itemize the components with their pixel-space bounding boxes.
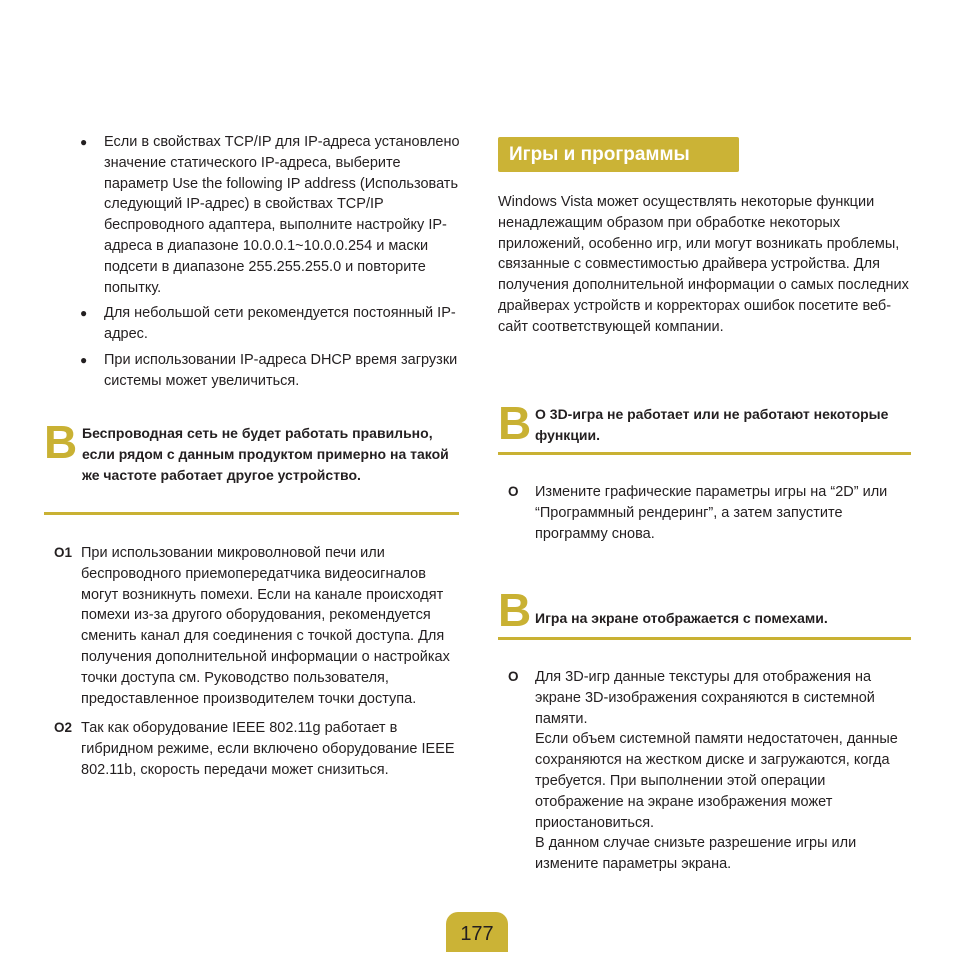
list-item — [80, 350, 460, 392]
answer-paragraph: Если объем системной памяти недостаточен, данные сохраняются на жестком диске и загружаются, когда требуется. При выполнении этой операции отображение на экране изображения может приостановиться. — [535, 731, 898, 831]
question-text: О 3D-игра не работает или не работают некоторые функции. — [535, 406, 889, 443]
answer-paragraph: В данном случае снизьте разрешение игры или измените параметры экрана. — [535, 835, 857, 873]
answer-item — [54, 543, 458, 709]
answer-list — [508, 482, 912, 553]
answer-marker: O1 — [54, 545, 73, 560]
question-letter-icon: B — [498, 397, 532, 449]
list-item — [80, 132, 460, 298]
answer-item — [508, 667, 912, 875]
question-block-3d — [498, 397, 911, 455]
bullet-text: При использовании IP-адреса DHCP время загрузки системы может увеличиться. — [104, 351, 458, 389]
answer-text: Измените графические параметры игры на “2D” или “Программный рендеринг”, а затем запустите программу снова. — [535, 484, 888, 542]
bullet-text: Для небольшой сети рекомендуется постоянный IP-адрес. — [104, 305, 456, 343]
bullet-icon: ● — [80, 352, 88, 367]
answer-item — [54, 718, 458, 780]
section-title: Игры и программы — [498, 137, 739, 172]
list-item — [80, 303, 460, 345]
question-letter-icon: B — [44, 416, 78, 468]
answer-list — [54, 543, 458, 790]
answer-list — [508, 667, 912, 884]
question-text: Игра на экране отображается с помехами. — [535, 610, 828, 626]
answer-text: Так как оборудование IEEE 802.11g работает в гибридном режиме, если включено оборудование IEEE 802.11b, скорость передачи может снизиться. — [81, 720, 455, 778]
question-block-display — [498, 586, 911, 640]
question-letter-icon: B — [498, 584, 532, 636]
bullet-text: Если в свойствах TCP/IP для IP-адреса установлено значение статического IP-адреса, выберите параметр Use the following IP address (Использовать следующий IP-адрес) в свойствах TCP/IP беспроводного адаптера, выполните настройку IP-адреса в диапазоне 10.0.0.1~10.0.0.254 и маски подсети в диапазоне 255.255.255.0 и повторите попытку. — [104, 134, 460, 296]
answer-marker: O — [508, 669, 519, 684]
answer-paragraph: Для 3D-игр данные текстуры для отображения на экране 3D-изображения сохраняются в системной памяти. — [535, 669, 875, 727]
bullet-icon: ● — [80, 306, 88, 321]
page-number: 177 — [446, 912, 508, 952]
question-block-wireless — [44, 416, 459, 515]
answer-item — [508, 482, 912, 544]
question-text: Беспроводная сеть не будет работать правильно, если рядом с данным продуктом примерно на такой же частоте работает другое устройство. — [82, 425, 449, 483]
bullet-icon: ● — [80, 135, 88, 149]
answer-marker: O2 — [54, 720, 73, 736]
bullet-list — [80, 132, 460, 397]
answer-marker: O — [508, 484, 519, 499]
answer-text: При использовании микроволновой печи или беспроводного приемопередатчика видеосигналов могут возникнуть помехи. Если на канале происходят помехи из-за другого оборудования, рекомендуется сменить канал для соединения с точкой доступа. Для получения дополнительной информации о настройках точки доступа см. Руководство пользователя, предоставленное производителем точки доступа. — [81, 545, 450, 707]
intro-paragraph: Windows Vista может осуществлять некоторые функции ненадлежащим образом при обработке некоторых приложений, особенно игр, или могут возникать проблемы, связанные с совместимостью драйвера устройства. Для получения дополнительной информации о самых последних драйверах устройств и корректорах ошибок посетите веб-сайт соответствующей компании. — [498, 194, 909, 335]
